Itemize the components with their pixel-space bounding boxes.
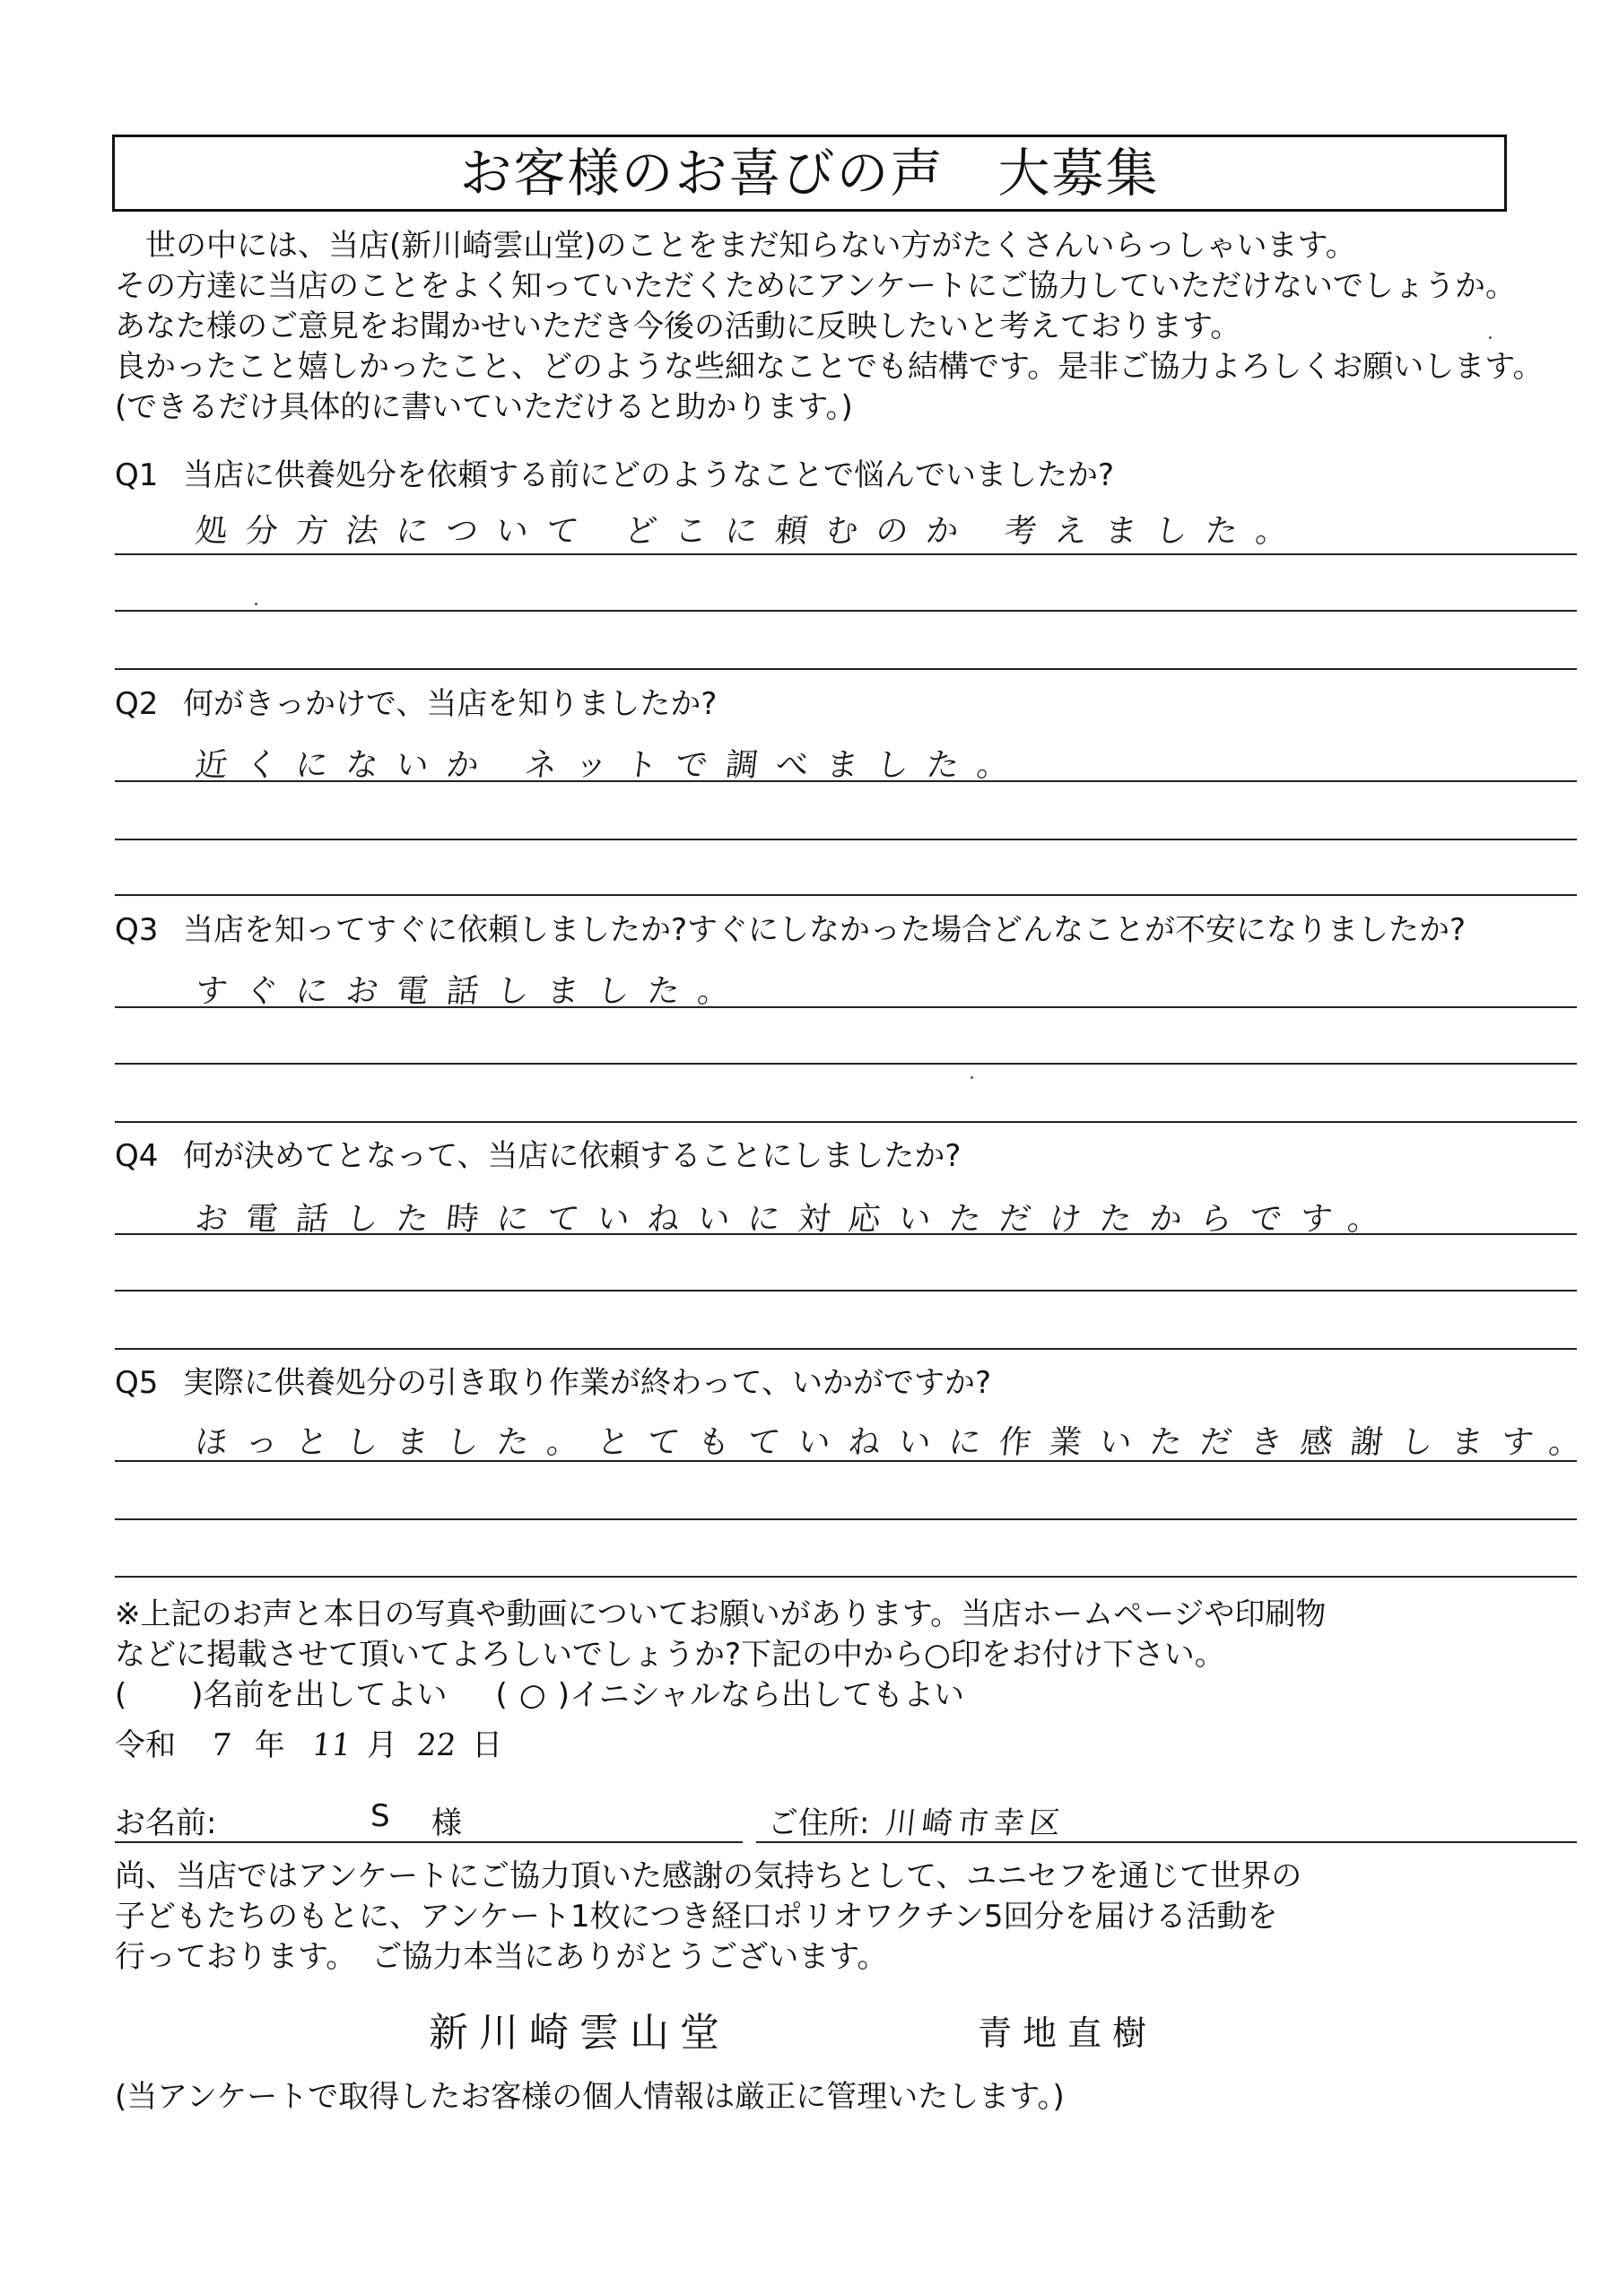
closing-line: 尚、当店ではアンケートにご協力頂いた感謝の気持ちとして、ユニセフを通じて世界の [115, 1858, 1302, 1894]
question-number: Q4 [115, 1138, 159, 1174]
question-number: Q1 [115, 457, 159, 493]
answer-line [115, 1348, 1577, 1350]
scan-speck [1489, 336, 1492, 339]
question-label: 何がきっかけで、当店を知りましたか? [183, 686, 718, 722]
date-day-unit: 日 [472, 1727, 503, 1763]
privacy-footer: (当アンケートで取得したお客様の個人情報は厳正に管理いたします。) [115, 2079, 1065, 2115]
question-number: Q5 [115, 1365, 159, 1401]
date-year-value[interactable]: 7 [209, 1727, 233, 1763]
intro-line: その方達に当店のことをよく知っていただくためにアンケートにご協力していただけないでしょうか。 [115, 268, 1516, 304]
owner-name: 青地直樹 [978, 2013, 1158, 2053]
question-label: 当店に供養処分を依頼する前にどのようなことで悩んでいましたか? [183, 457, 1115, 493]
date-year-unit: 年 [254, 1727, 285, 1763]
scan-speck [971, 1076, 973, 1079]
scan-speck [255, 603, 257, 605]
handwritten-answer: すぐにお電話しました。 [193, 973, 750, 1010]
answer-line [115, 1576, 1577, 1578]
answer-line [115, 839, 1577, 840]
answer-line [115, 780, 1577, 782]
question-1 [115, 456, 1577, 550]
handwritten-answer: 近くにないか ネットで調べました。 [193, 747, 1030, 784]
answer-line [115, 1290, 1577, 1292]
address-underline [756, 1841, 1577, 1843]
consent-name-label: )名前を出してよい [191, 1677, 448, 1713]
name-value[interactable]: S [370, 1798, 390, 1834]
answer-line [115, 1518, 1577, 1520]
question-label: 何が決めてとなって、当店に依頼することにしましたか? [183, 1138, 962, 1174]
answer-line [115, 894, 1577, 896]
option-open-paren: ( [115, 1677, 127, 1713]
closing-line: 行っております。 ご協力本当にありがとうございます。 [115, 1939, 888, 1975]
answer-line [115, 1233, 1577, 1235]
question-4 [115, 1136, 1577, 1238]
question-number: Q3 [115, 912, 159, 948]
consent-initials-label: )イニシャルなら出してもよい [557, 1677, 965, 1713]
question-text [115, 1136, 1577, 1176]
handwritten-answer: ほっとしました。とてもていねいに作業いただき感謝します。 [193, 1424, 1601, 1461]
name-suffix: 様 [431, 1805, 462, 1841]
intro-line: (できるだけ具体的に書いていただけると助かります。) [115, 389, 853, 425]
date-era: 令和 [115, 1727, 176, 1763]
question-label: 当店を知ってすぐに依頼しましたか?すぐにしなかった場合どんなことが不安になりましたか? [183, 912, 1467, 948]
question-2 [115, 684, 1577, 784]
answer-line [115, 1121, 1577, 1123]
answer-line [115, 1460, 1577, 1462]
question-number: Q2 [115, 686, 159, 722]
customer-info-row [115, 1798, 1577, 1841]
consent-initials-checkbox[interactable]: ○ [517, 1677, 548, 1713]
answer-line [115, 1006, 1577, 1008]
question-3 [115, 910, 1577, 1010]
intro-line: あなた様のご意見をお聞かせいただき今後の活動に反映したいと考えております。 [115, 309, 1241, 344]
date-field [115, 1720, 502, 1764]
address-label: ご住所: [768, 1805, 870, 1841]
date-month-value[interactable]: 11 [309, 1727, 353, 1763]
question-text [115, 910, 1577, 950]
notice-line: などに掲載させて頂いてよろしいでしょうか?下記の中から○印をお付け下さい。 [115, 1637, 1225, 1673]
question-text [115, 456, 1577, 495]
name-label: お名前: [115, 1805, 217, 1841]
closing-line: 子どもたちのもとに、アンケート1枚につき経口ポリオワクチン5回分を届ける活動を [115, 1899, 1278, 1935]
answer-line [115, 1063, 1577, 1065]
question-label: 実際に供養処分の引き取り作業が終わって、いかがですか? [183, 1365, 992, 1401]
name-underline [115, 1841, 743, 1843]
handwritten-answer: 処分方法について どこに頼むのか 考えました。 [193, 513, 1309, 550]
handwritten-answer: お電話した時にていねいに対応いただけたからです。 [193, 1201, 1400, 1238]
question-text [115, 684, 1577, 724]
answer-line [115, 668, 1577, 670]
date-month-unit: 月 [366, 1727, 397, 1763]
shop-name: 新川崎雲山堂 [429, 2010, 730, 2056]
permission-notice [115, 1595, 1326, 1716]
address-value[interactable]: 川崎市幸区 [883, 1805, 1067, 1841]
closing-text [115, 1857, 1301, 1978]
answer-line [115, 553, 1577, 555]
answer-line [115, 610, 1577, 612]
notice-line: ※上記のお声と本日の写真や動画についてお願いがあります。当店ホームページや印刷物 [115, 1596, 1327, 1632]
question-text [115, 1363, 1577, 1403]
intro-line: 良かったこと嬉しかったこと、どのような些細なことでも結構です。是非ご協力よろしくお願いします。 [115, 349, 1544, 385]
intro-line: 世の中には、当店(新川崎雲山堂)のことをまだ知らない方がたくさんいらっしゃいます。 [145, 228, 1356, 264]
option-open-paren: ( [495, 1677, 508, 1713]
page-title: お客様のお喜びの声 大募集 [112, 135, 1507, 212]
date-day-value[interactable]: 22 [414, 1727, 458, 1763]
consent-options [115, 1675, 1326, 1716]
intro-text [115, 226, 1550, 428]
question-5 [115, 1363, 1601, 1461]
